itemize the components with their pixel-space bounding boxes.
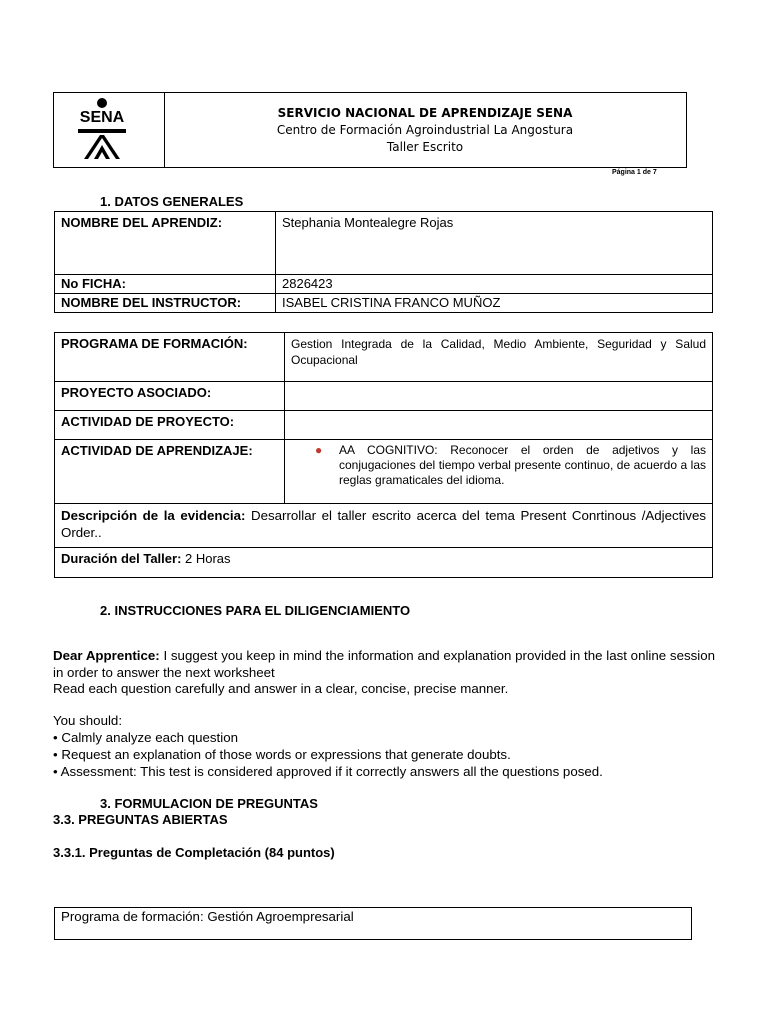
open-questions-title: 3.3. PREGUNTAS ABIERTAS bbox=[53, 812, 228, 827]
table-row bbox=[55, 440, 713, 504]
instructor-label: NOMBRE DEL INSTRUCTOR: bbox=[55, 294, 276, 313]
table-row bbox=[55, 548, 713, 578]
evidence-label: Descripción de la evidencia: bbox=[61, 508, 246, 523]
section-3-title: 3. FORMULACION DE PREGUNTAS bbox=[100, 796, 318, 811]
program-value: Gestion Integrada de la Calidad, Medio Ambiente, Seguridad y Salud Ocupacional bbox=[285, 333, 713, 382]
table-row bbox=[55, 504, 713, 548]
duration-cell bbox=[55, 548, 713, 578]
program-label: PROGRAMA DE FORMACIÓN: bbox=[55, 333, 285, 382]
sena-logo-icon bbox=[54, 93, 164, 167]
table-row bbox=[55, 294, 713, 313]
page-number: Página 1 de 7 bbox=[612, 169, 657, 176]
duration-label: Duración del Taller: bbox=[61, 551, 182, 566]
dear-text: I suggest you keep in mind the information and explanation provided in the last online session in order to answer the next worksheet bbox=[53, 648, 716, 680]
learning-activity-label: ACTIVIDAD DE APRENDIZAJE: bbox=[55, 440, 285, 504]
project-value bbox=[285, 382, 713, 411]
apprentice-name-label: NOMBRE DEL APRENDIZ: bbox=[55, 212, 276, 275]
evidence-cell bbox=[55, 504, 713, 548]
project-activity-label: ACTIVIDAD DE PROYECTO: bbox=[55, 411, 285, 440]
dear-apprentice-paragraph bbox=[53, 648, 715, 681]
list-item: • Calmly analyze each question bbox=[53, 730, 239, 745]
program-table bbox=[54, 332, 713, 578]
sena-logo bbox=[54, 93, 165, 167]
header-text bbox=[164, 93, 686, 167]
table-row bbox=[55, 333, 713, 382]
sena-logo-text: SENA bbox=[79, 109, 125, 126]
general-data-table bbox=[54, 211, 713, 313]
learning-activity-value: AA COGNITIVO: Reconocer el orden de adjetivos y las conjugaciones del tiempo verbal presente continuo, de acuerdo a las reglas gramaticales del idioma. bbox=[339, 443, 706, 487]
document-type: Taller Escrito bbox=[386, 140, 464, 154]
completion-questions-title: 3.3.1. Preguntas de Completación (84 puntos) bbox=[53, 845, 335, 860]
apprentice-name-value: Stephania Montealegre Rojas bbox=[276, 212, 713, 275]
list-item: • Request an explanation of those words or expressions that generate doubts. bbox=[53, 747, 511, 762]
ficha-value: 2826423 bbox=[276, 275, 713, 294]
bullet-icon: ● bbox=[315, 443, 323, 457]
project-activity-value bbox=[285, 411, 713, 440]
document-header bbox=[53, 92, 687, 168]
table-row bbox=[55, 275, 713, 294]
section-1-title: 1. DATOS GENERALES bbox=[100, 194, 244, 209]
evidence-value: Desarrollar el taller escrito acerca del tema Present Conrtinous /Adjectives Order.. bbox=[61, 508, 706, 540]
institution-name: SERVICIO NACIONAL DE APRENDIZAJE SENA bbox=[277, 106, 573, 120]
you-should: You should: bbox=[53, 713, 123, 728]
learning-activity-cell bbox=[285, 440, 713, 504]
training-program-box: Programa de formación: Gestión Agroempresarial bbox=[54, 907, 692, 940]
section-2-title: 2. INSTRUCCIONES PARA EL DILIGENCIAMIENTO bbox=[100, 603, 411, 618]
table-row bbox=[55, 382, 713, 411]
table-row bbox=[55, 411, 713, 440]
ficha-label: No FICHA: bbox=[55, 275, 276, 294]
list-item: • Assessment: This test is considered approved if it correctly answers all the questions posed. bbox=[53, 764, 603, 779]
instructor-value: ISABEL CRISTINA FRANCO MUÑOZ bbox=[276, 294, 713, 313]
center-name: Centro de Formación Agroindustrial La Angostura bbox=[276, 123, 574, 137]
table-row bbox=[55, 212, 713, 275]
project-label: PROYECTO ASOCIADO: bbox=[55, 382, 285, 411]
read-instructions: Read each question carefully and answer in a clear, concise, precise manner. bbox=[53, 681, 509, 696]
dear-label: Dear Apprentice: bbox=[53, 648, 160, 663]
duration-value: 2 Horas bbox=[181, 551, 231, 566]
